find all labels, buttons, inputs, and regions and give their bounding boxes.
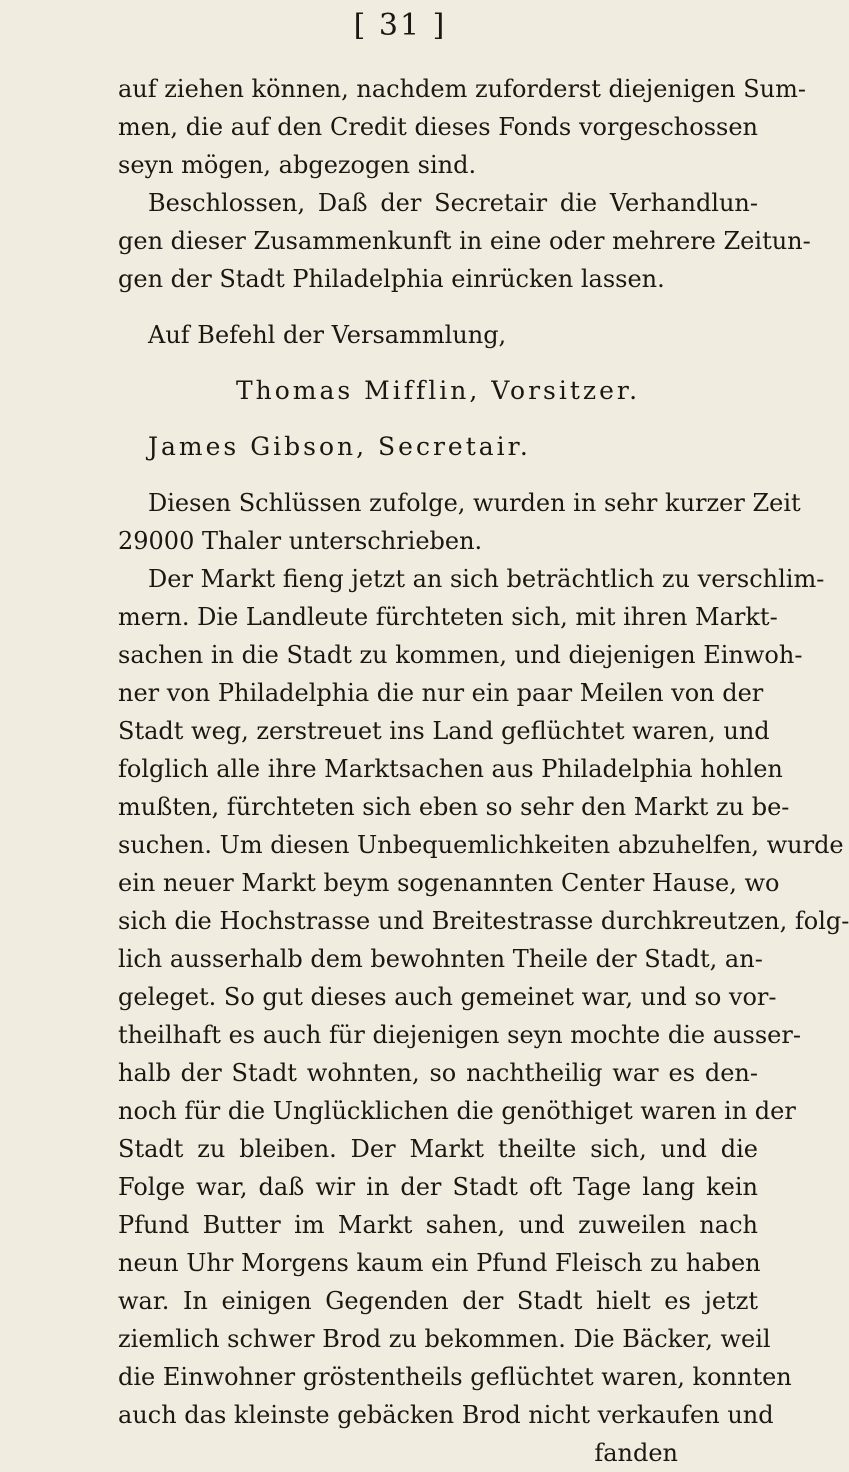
text-line: mußten, fürchteten sich eben so sehr den Markt zu be- <box>118 793 790 821</box>
text-line: war. In einigen Gegenden der Stadt hielt es jetzt <box>118 1287 758 1315</box>
body-text <box>118 70 849 1472</box>
catchword: fanden <box>594 1439 678 1467</box>
text-line: neun Uhr Morgens kaum ein Pfund Fleisch zu haben <box>118 1249 761 1277</box>
text-line: auf ziehen können, nachdem zuforderst diejenigen Sum- <box>118 75 806 103</box>
text-line: halb der Stadt wohnten, so nachtheilig war es den- <box>118 1059 758 1087</box>
text-line: Stadt weg, zerstreuet ins Land geflüchtet waren, und <box>118 717 770 745</box>
text-line: folglich alle ihre Marktsachen aus Philadelphia hohlen <box>118 755 783 783</box>
text-line: ziemlich schwer Brod zu bekommen. Die Bäcker, weil <box>118 1325 771 1353</box>
text-line: Beschlossen, Daß der Secretair die Verhandlun- <box>148 189 758 217</box>
text-line: theilhaft es auch für diejenigen seyn mochte die ausser- <box>118 1021 801 1049</box>
text-line: gen der Stadt Philadelphia einrücken lassen. <box>118 265 665 293</box>
text-line: die Einwohner gröstentheils geflüchtet waren, konnten <box>118 1363 792 1391</box>
text-line: lich ausserhalb dem bewohnten Theile der Stadt, an- <box>118 945 763 973</box>
text-line: men, die auf den Credit dieses Fonds vorgeschossen <box>118 113 758 141</box>
signatory-secretary: James Gibson, Secretair. <box>148 432 531 461</box>
text-line: geleget. So gut dieses auch gemeinet war, und so vor- <box>118 983 777 1011</box>
text-line: Stadt zu bleiben. Der Markt theilte sich, und die <box>118 1135 758 1163</box>
text-line: Pfund Butter im Markt sahen, und zuweilen nach <box>118 1211 758 1239</box>
text-line: Der Markt fieng jetzt an sich beträchtlich zu verschlim- <box>148 565 825 593</box>
text-line: 29000 Thaler unterschrieben. <box>118 527 483 555</box>
text-line: auch das kleinste gebäcken Brod nicht verkaufen und <box>118 1401 774 1429</box>
text-line: ner von Philadelphia die nur ein paar Meilen von der <box>118 679 764 707</box>
page-number: [ 31 ] <box>353 8 447 43</box>
text-line: ein neuer Markt beym sogenannten Center Hause, wo <box>118 869 780 897</box>
text-line: sachen in die Stadt zu kommen, und diejenigen Einwoh- <box>118 641 803 669</box>
text-line: noch für die Unglücklichen die genöthiget waren in der <box>118 1097 796 1125</box>
signatory-chairman: Thomas Mifflin, Vorsitzer. <box>235 376 641 405</box>
text-line: suchen. Um diesen Unbequemlichkeiten abzuhelfen, wurde <box>118 831 844 859</box>
text-line: seyn mögen, abgezogen sind. <box>118 151 477 179</box>
text-line: Diesen Schlüssen zufolge, wurden in sehr kurzer Zeit <box>148 489 801 517</box>
text-line: mern. Die Landleute fürchteten sich, mit ihren Markt- <box>118 603 778 631</box>
text-line: gen dieser Zusammenkunft in eine oder mehrere Zeitun- <box>118 227 811 255</box>
resolution-authority: Auf Befehl der Versammlung, <box>148 321 507 349</box>
text-line: Folge war, daß wir in der Stadt oft Tage lang kein <box>118 1173 758 1201</box>
text-line: sich die Hochstrasse und Breitestrasse durchkreutzen, folg- <box>118 907 849 935</box>
